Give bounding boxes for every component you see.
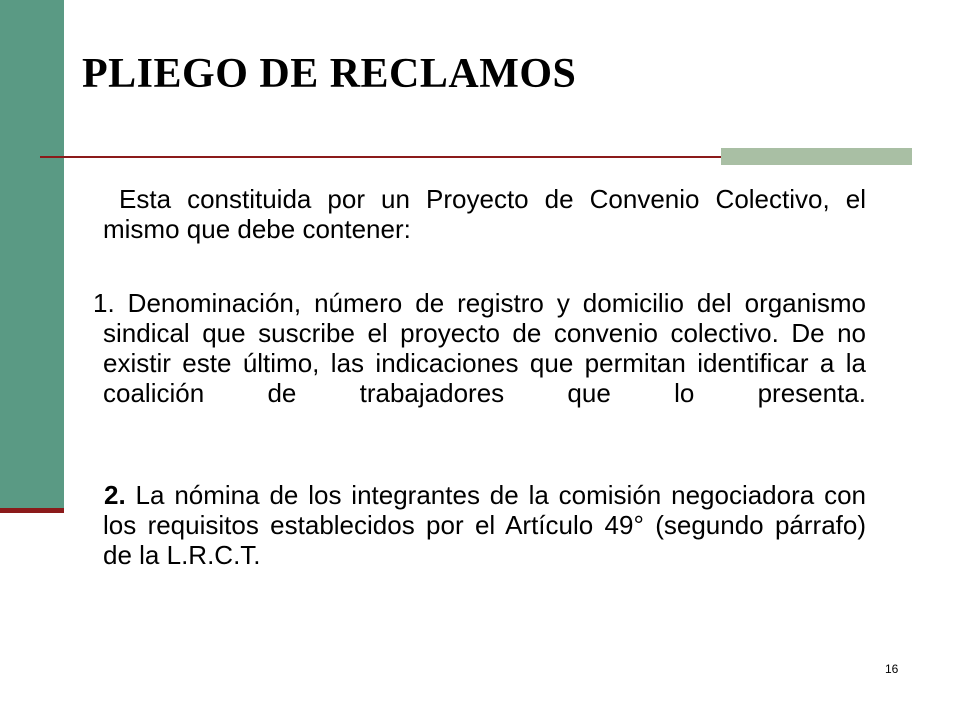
list-item-2 [103, 480, 866, 570]
list-item-2-number: 2. [104, 480, 126, 510]
side-bar-bottom-edge [0, 508, 64, 513]
list-item-1-number: 1 [93, 288, 108, 318]
side-accent-bar [0, 0, 64, 512]
list-item-1 [93, 288, 866, 408]
list-item-2-text: La nómina de los integrantes de la comisión negociadora con los requisitos establecidos por el Artículo 49° (segundo párrafo) de la L.R.C.T. [103, 480, 866, 570]
intro-paragraph: Esta constituida por un Proyecto de Convenio Colectivo, el mismo que debe contener: [103, 184, 866, 244]
divider-accent-block [721, 148, 912, 165]
slide-title: PLIEGO DE RECLAMOS [82, 51, 577, 97]
page-number: 16 [885, 662, 899, 676]
list-item-1-text: . Denominación, número de registro y domicilio del organismo sindical que suscribe el proyecto de convenio colectivo. De no existir este último, las indicaciones que permitan identificar a la coalición de trabajadores que lo presenta. [103, 288, 866, 408]
